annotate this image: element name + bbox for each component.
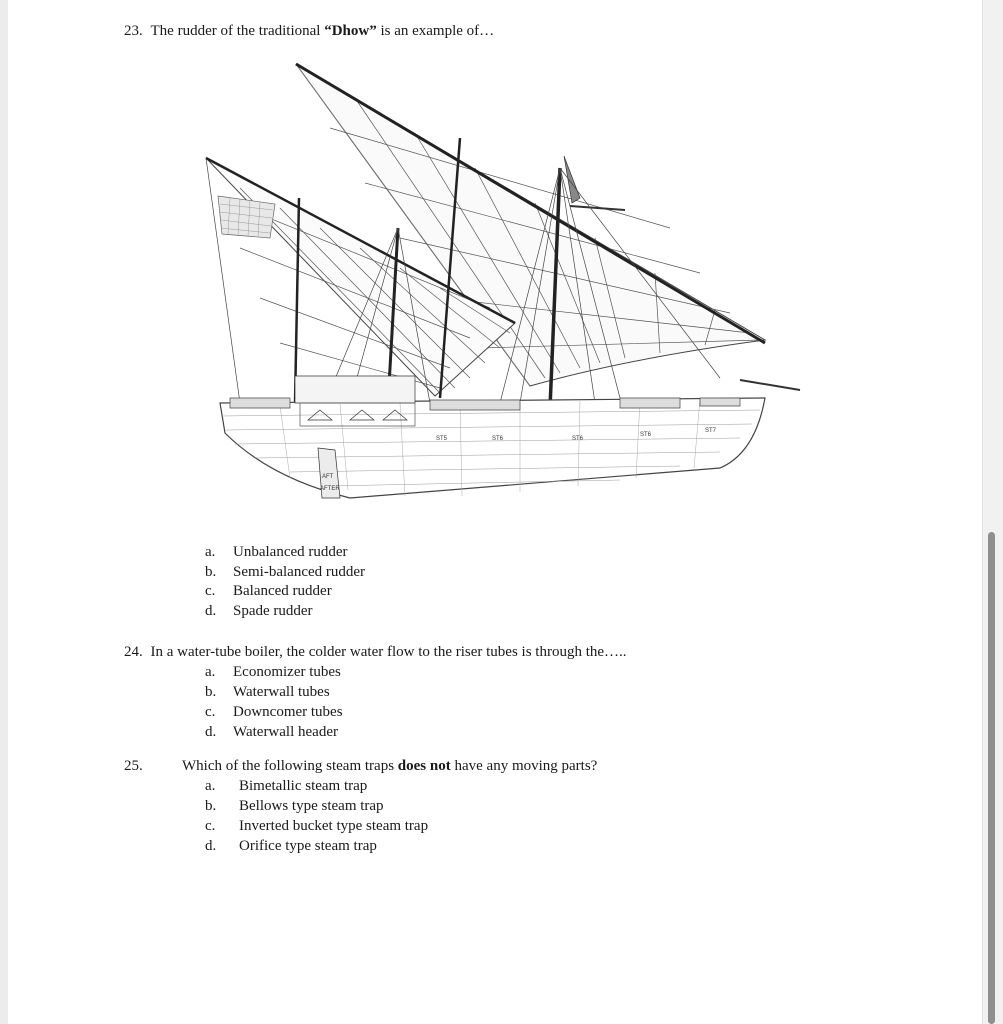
question-number: 23. [124, 23, 143, 39]
page-left-edge [0, 0, 8, 1024]
figure-tag: ST6 [572, 436, 584, 442]
figure-tag: ST5 [436, 436, 448, 442]
figure-tag: ST7 [705, 428, 717, 434]
rudder-mark: AFT [322, 474, 334, 480]
question-number: 24. [124, 644, 143, 660]
dhow-illustration [200, 58, 810, 508]
figure-tag: ST6 [492, 436, 504, 442]
question-25-number: 25. [124, 758, 143, 774]
scrollbar-thumb[interactable] [988, 532, 995, 1024]
rudder-mark: AFTER [320, 486, 340, 492]
question-24-stem: 24. In a water-tube boiler, the colder water flow to the riser tubes is through the….. [124, 644, 627, 660]
question-23-stem: 23. The rudder of the traditional “Dhow” is an example of… [124, 23, 495, 39]
question-25-stem: Which of the following steam traps does not have any moving parts? [182, 758, 598, 774]
figure-tag: ST6 [640, 432, 652, 438]
